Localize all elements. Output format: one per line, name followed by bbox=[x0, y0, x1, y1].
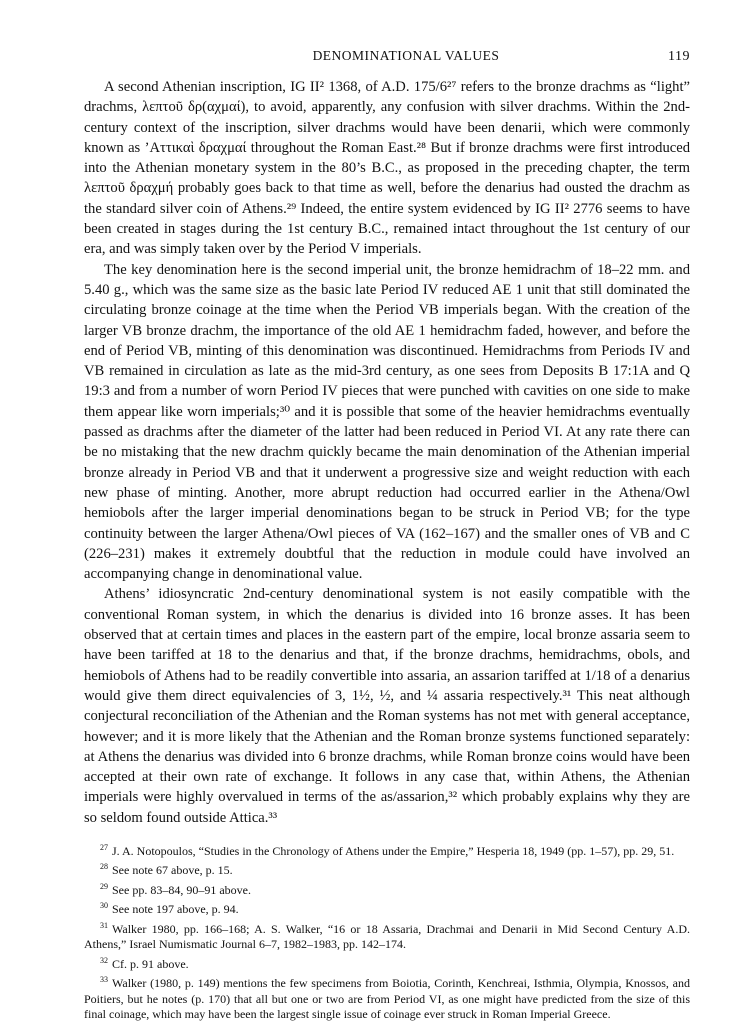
footnote-text: Walker (1980, p. 149) mentions the few specimens from Boiotia, Corinth, Kenchreai, Isthmia, Olympia, Knossos, and Poitiers, but he notes (p. 170) that all but one or two are from Period VI, as one might have predicted from the size of this final coinage, which may have been the largest single issue of coinage ever struck in Roman Imperial Greece. bbox=[84, 976, 690, 1022]
main-text bbox=[84, 77, 690, 828]
running-title: DENOMINATIONAL VALUES bbox=[312, 48, 500, 63]
footnote-text: Cf. p. 91 above. bbox=[112, 956, 189, 971]
footnote-number: 32 bbox=[100, 955, 108, 965]
paragraph: Athens’ idiosyncratic 2nd-century denominational system is not easily compatible with the conventional Roman system, in which the denarius is divided into 16 bronze asses. It has been observed that at certain times and places in the eastern part of the empire, local bronze assaria seem to have been tariffed at 18 to the denarius and that, if the bronze drachms, hemidrachms, obols, and hemiobols of Athens had to be readily convertible into assaria, an assarion tariffed at 1/18 of a denarius would give them direct equivalencies of 3, 1½, ½, and ¼ assaria respectively.³¹ This neat although conjectural reconciliation of the Athenian and the Roman systems has not met with general acceptance, however; and it is more likely that the Athenian and the Roman bronze systems functioned separately: at Athens the denarius was divided into 6 bronze drachms, while Roman bronze coins would have been accepted at their own rate of exchange. It follows in any case that, within Athens, the Athenian imperials were highly overvalued in terms of the as/assarion,³² which probably explains why they are so seldom found outside Attica.³³ bbox=[84, 586, 690, 826]
footnote bbox=[84, 953, 690, 973]
footnote bbox=[84, 972, 690, 1023]
running-header bbox=[84, 48, 690, 65]
footnote-number: 29 bbox=[100, 881, 108, 891]
footnotes bbox=[84, 840, 690, 1023]
footnote-number: 31 bbox=[100, 920, 108, 930]
paragraph: The key denomination here is the second imperial unit, the bronze hemidrachm of 18–22 mm. and 5.40 g., which was the same size as the basic late Period IV reduced AE 1 unit that still dominated the circulating bronze coinage at the time when the Period VB imperials began. With the creation of the larger VB bronze drachm, the importance of the old AE 1 hemidrachm faded, however, and before the end of Period VB, minting of this denomination was discontinued. Hemidrachms from Periods IV and VB remained in circulation as late as the mid-3rd century, as one sees from Deposits B 17:1A and Q 19:3 and from a number of worn Period IV pieces that were punched with cavities on one side to make them appear like worn imperials;³⁰ and it is possible that some of the heavier hemidrachms eventually passed as drachms after the diameter of the latter had been reduced in Period VI. At any rate there can be no mistaking that the new drachm quickly became the main denomination of the Athenian imperial bronze already in Period VB and that it underwent a progressive size and weight reduction with each new phase of minting. Another, more abrupt reduction had occurred earlier in the Athena/Owl hemiobols after the larger imperial denominations began to be struck in Period VB; for the type continuity between the larger Athena/Owl pieces of VA (162–167) and the smaller ones of VB and C (226–231) makes it extremely doubtful that the reduction in module could have involved an accompanying change in denominational value. bbox=[84, 261, 690, 583]
footnote bbox=[84, 859, 690, 879]
footnote bbox=[84, 898, 690, 918]
footnote-number: 33 bbox=[100, 975, 108, 985]
footnote bbox=[84, 918, 690, 953]
page-number: 119 bbox=[668, 49, 690, 64]
footnote bbox=[84, 840, 690, 860]
footnote-text: See note 67 above, p. 15. bbox=[112, 863, 233, 878]
footnote-text: See note 197 above, p. 94. bbox=[112, 902, 239, 917]
footnote-number: 30 bbox=[100, 901, 108, 911]
footnote bbox=[84, 879, 690, 899]
paragraph: A second Athenian inscription, IG II² 1368, of A.D. 175/6²⁷ refers to the bronze drachms as “light” drachms, λεπτοῦ δρ(αχμαί), to avoid, apparently, any confusion with silver drachms. Within the 2nd-century context of the inscription, silver drachms would have been denarii, which were commonly known as ’Αττικαὶ δραχμαί throughout the Roman East.²⁸ But if bronze drachms were first introduced into the Athenian monetary system in the 80’s B.C., as proposed in the preceding chapter, the term λεπτοῦ δραχμή probably goes back to that time as well, before the denarius had ousted the drachm as the standard silver coin of Athens.²⁹ Indeed, the entire system evidenced by IG II² 2776 seems to have been created in stages during the 1st century B.C., remained intact throughout the 1st century of our era, and was simply taken over by the Period V imperials. bbox=[84, 79, 690, 258]
footnote-text: See pp. 83–84, 90–91 above. bbox=[112, 882, 251, 897]
footnote-text: J. A. Notopoulos, “Studies in the Chronology of Athens under the Empire,” Hesperia 18, 1949 (pp. 1–57), pp. 29, 51. bbox=[112, 843, 675, 858]
footnote-number: 27 bbox=[100, 842, 108, 852]
footnote-text: Walker 1980, pp. 166–168; A. S. Walker, “16 or 18 Assaria, Drachmai and Denarii in Mid Second Century A.D. Athens,” Israel Numismatic Journal 6–7, 1982–1983, pp. 142–174. bbox=[84, 921, 690, 952]
footnote-number: 28 bbox=[100, 862, 108, 872]
